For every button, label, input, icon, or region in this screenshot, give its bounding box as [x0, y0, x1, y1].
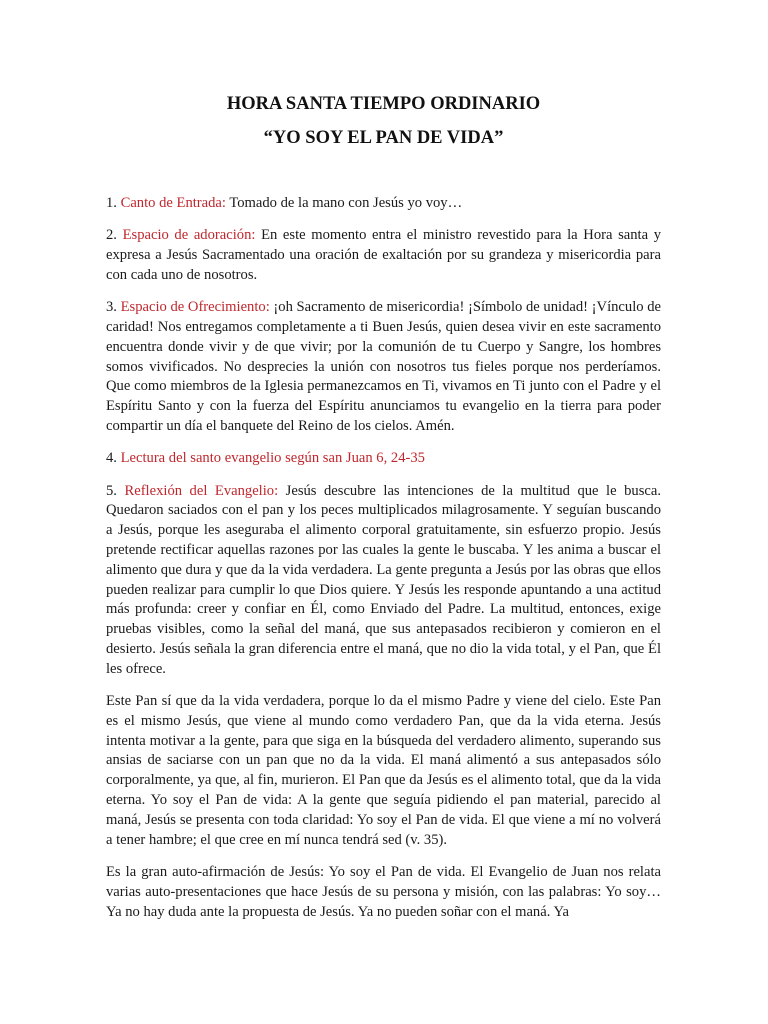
- paragraph-number: 3.: [106, 299, 121, 316]
- paragraph-number: 4.: [106, 450, 121, 467]
- document-subtitle: “YO SOY EL PAN DE VIDA”: [263, 128, 504, 148]
- paragraph-canto-entrada: [106, 194, 661, 214]
- paragraph-este-pan: [106, 692, 661, 850]
- paragraph-auto-afirmacion: [106, 863, 661, 922]
- section-heading: Lectura del santo evangelio según san Juan 6, 24-35: [120, 450, 425, 467]
- document-body: [106, 194, 661, 922]
- paragraph-text: En este momento entra el ministro revestido para la Hora santa y expresa a Jesús Sacramentado una oración de exaltación por su grandeza y misericordia para con cada uno de nosotros.: [106, 227, 662, 283]
- paragraph-number: 1.: [106, 195, 121, 211]
- section-heading: Canto de Entrada:: [120, 195, 226, 211]
- paragraph-text: Jesús descubre las intenciones de la multitud que le busca. Quedaron saciados con el pan y los peces multiplicados milagrosamente. Y seguían buscando a Jesús, porque les aseguraba el alimento corporal gratuitamente, sin esfuerzo propio. Jesús pretende rectificar aquellas razones por las cuales la gente le buscaba. Y les anima a buscar el alimento que dura y que da la vida verdadera. La gente pregunta a Jesús por las obras que ellos pueden realizar para cumplir lo que Dios quiere. Y Jesús les responde apuntando a una actitud más profunda: creer y confiar en Él, como Enviado del Padre. La multitud, entonces, exige pruebas visibles, como la señal del maná, que sus antepasados recibieron y comieron en el desierto. Jesús señala la gran diferencia entre el maná, que no dio la vida total, y el Pan, que Él les ofrece.: [106, 482, 661, 677]
- paragraph-number: 5.: [106, 482, 125, 499]
- section-heading: Espacio de adoración:: [122, 227, 256, 244]
- section-heading: Reflexión del Evangelio:: [124, 482, 279, 499]
- paragraph-text: Este Pan sí que da la vida verdadera, porque lo da el mismo Padre y viene del cielo. Este Pan es el mismo Jesús, que viene al mundo como verdadero Pan, que da la vida eterna. Jesús intenta motivar a la gente, para que siga en la búsqueda del verdadero alimento, superando sus ansias de saciarse con un pan que no da la vida. El maná alimentó a sus antepasados sólo corporalmente, ya que, al fin, murieron. El Pan que da Jesús es el alimento total, que da la vida eterna. Yo soy el Pan de vida: A la gente que seguía pidiendo el pan material, parecido al maná, Jesús se presenta con toda claridad: Yo soy el Pan de vida. El que viene a mí no volverá a tener hambre; el que cree en mí nunca tendrá sed (v. 35).: [106, 693, 661, 848]
- paragraph-number: 2.: [106, 227, 123, 244]
- paragraph-reflexion-evangelio: [106, 482, 661, 680]
- paragraph-espacio-adoracion: [106, 226, 661, 285]
- paragraph-text: ¡oh Sacramento de misericordia! ¡Símbolo de unidad! ¡Vínculo de caridad! Nos entregamos completamente a ti Buen Jesús, quien desea vivir en este sacramento encuentra donde vivir y de que vivir; por la comunión de tu Cuerpo y Sangre, los hombres somos vivificados. No desprecies la unión con nosotros tus fieles porque nos perderíamos. Que como miembros de la Iglesia permanezcamos en Ti, vivamos en Ti junto con el Padre y el Espíritu Santo y con la fuerza del Espíritu anunciamos tu evangelio en la tierra para poder compartir un día el banquete del Reino de los cielos. Amén.: [106, 299, 661, 434]
- paragraph-text: Es la gran auto-afirmación de Jesús: Yo soy el Pan de vida. El Evangelio de Juan nos relata varias auto-presentaciones que hace Jesús de su persona y misión, con las palabras: Yo soy… Ya no hay duda ante la propuesta de Jesús. Ya no pueden soñar con el maná. Ya: [106, 863, 661, 920]
- paragraph-lectura-evangelio: [106, 449, 661, 469]
- document-title: HORA SANTA TIEMPO ORDINARIO: [226, 94, 541, 114]
- paragraph-espacio-ofrecimiento: [106, 298, 661, 437]
- paragraph-text: Tomado de la mano con Jesús yo voy…: [225, 195, 463, 211]
- section-heading: Espacio de Ofrecimiento:: [120, 299, 270, 316]
